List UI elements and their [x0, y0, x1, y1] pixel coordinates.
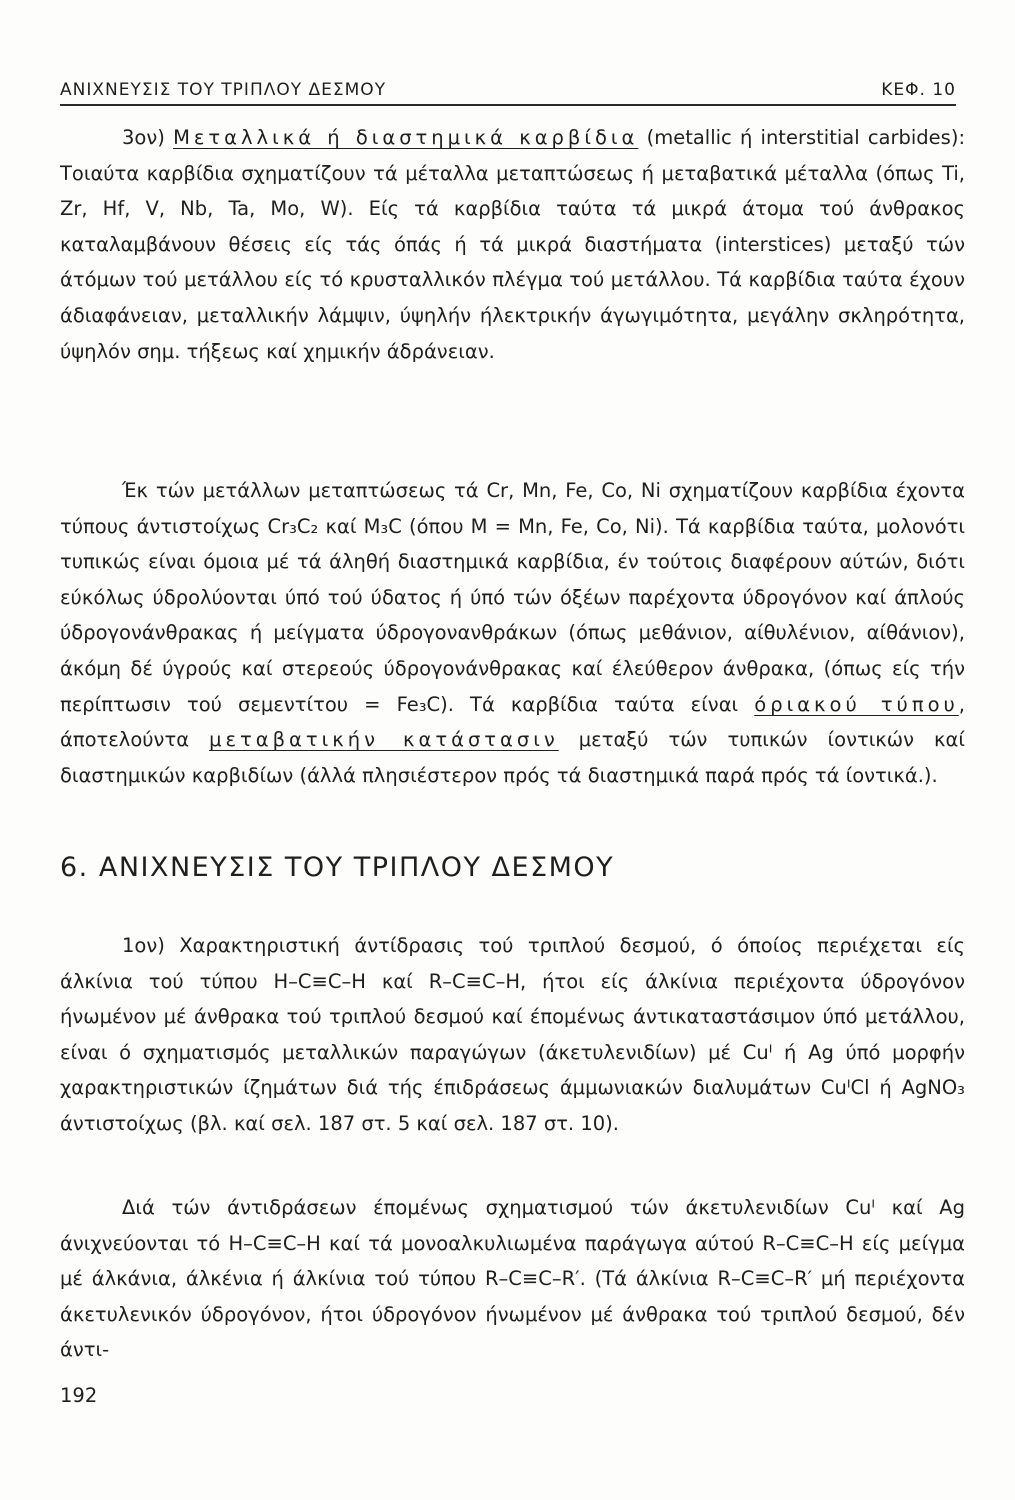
underlined-term-boundary-type: όριακού τύπου [754, 692, 959, 716]
paragraph-detection [60, 1190, 965, 1368]
paragraph-text-b: , άποτελούντα [60, 692, 965, 752]
paragraph-text-a: Έκ τών μετάλλων μεταπτώσεως τά Cr, Mn, Fe, Co, Ni σχηματίζουν καρβίδια έχοντα τύπους άντιστοίχως Cr₃C₂ καί M₃C (όπου M = Mn, Fe, Co, Ni). Τά καρβίδια ταύτα, μολονότι τυπικώς είναι όμοια μέ τά άληθή διαστημικά καρβίδια, έν τούτοις διαφέρουν αύτών, διότι εύκόλως ύδρολύονται ύπό τού ύδατος ή ύπό τών όξέων παρέχοντα ύδρογόνον καί άπλούς ύδρογονάνθρακας ή μείγματα ύδρογονανθράκων (όπως μεθάνιον, αίθυλένιον, αίθάνιον), άκόμη δέ ύγρούς καί στερεούς ύδρογονάνθρακας καί έλεύθερον άνθρακα, (όπως είς τήν περίπτωσιν τού σεμεντίτου = Fe₃C). Τά καρβίδια ταύτα είναι [60, 479, 965, 716]
running-header [60, 78, 956, 106]
paragraph-text: Διά τών άντιδράσεων έπομένως σχηματισμού τών άκετυλενιδίων Cuᴵ καί Ag άνιχνεύονται τό H–C≡C–H καί τά μονοαλκυλιωμένα παράγωγα αύτού R–C≡C–H είς μείγμα μέ άλκάνια, άλκένια ή άλκίνια τού τύπου R–C≡C–R′. (Τά άλκίνια R–C≡C–R′ μή περιέχοντα άκετυλενικόν ύδρογόνον, ήτοι ύδρογόνον ήνωμένον μέ άνθρακα τού τριπλού δεσμού, δέν άντι- [60, 1196, 965, 1362]
item-number-1: 1ον) [122, 934, 165, 957]
paragraph-heading: Μεταλλικά ή διαστημικά καρβίδια [173, 126, 639, 149]
paragraph-text-c: μεταξύ τών τυπικών ίοντικών καί διαστημικών καρβιδίων (άλλά πλησιέστερον πρός τά διαστημικά παρά πρός τά ίοντικά.). [60, 728, 965, 787]
paragraph-transition-metal-carbides [60, 473, 965, 793]
page-number: 192 [60, 1384, 98, 1407]
item-number-3: 3ον) [122, 126, 165, 149]
section-heading: 6. ΑΝΙΧΝΕΥΣΙΣ ΤΟΥ ΤΡΙΠΛΟΥ ΔΕΣΜΟΥ [60, 852, 615, 883]
paragraph-characteristic-reaction [60, 928, 965, 1142]
running-title: ΑΝΙΧΝΕΥΣΙΣ ΤΟΥ ΤΡΙΠΛΟΥ ΔΕΣΜΟΥ [60, 80, 387, 100]
paragraph-text: Χαρακτηριστική άντίδρασις τού τριπλού δεσμού, ό όποίος περιέχεται είς άλκίνια τού τύπου H–C≡C–H καί R–C≡C–H, ήτοι είς άλκίνια περιέχοντα ύδρογόνον ήνωμένον μέ άνθρακα τού τριπλού δεσμού καί έπομένως άντικαταστάσιμον ύπό μετάλλου, είναι ό σχηματισμός μεταλλικών παραγώγων (άκετυλενιδίων) μέ Cuᴵ ή Ag ύπό μορφήν χαρακτηριστικών ίζημάτων διά τής έπιδράσεως άμμωνιακών διαλυμάτων CuᴵCl ή AgNO₃ άντιστοίχως (βλ. καί σελ. 187 στ. 5 καί σελ. 187 στ. 10). [60, 934, 965, 1135]
underlined-term-transitional-state: μεταβατικήν κατάστασιν [209, 728, 559, 752]
paragraph-text: (metallic ή interstitial carbides): Τοιαύτα καρβίδια σχηματίζουν τά μέταλλα μεταπτώσεως ή μεταβατικά μέταλλα (όπως Ti, Zr, Hf, V, Nb, Ta, Mo, W). Είς τά καρβίδια ταύτα τά μικρά άτομα τού άνθρακος καταλαμβάνουν θέσεις είς τάς όπάς ή τά μικρά διαστήματα (interstices) μεταξύ τών άτόμων τού μετάλλου είς τό κρυσταλλικόν πλέγμα τού μετάλλου. Τά καρβίδια ταύτα έχουν άδιαφάνειαν, μεταλλικήν λάμψιν, ύψηλήν ήλεκτρικήν άγωγιμότητα, μεγάλην σκληρότητα, ύψηλόν σημ. τήξεως καί χημικήν άδράνειαν. [60, 126, 966, 363]
paragraph-metallic-carbides [60, 120, 965, 369]
chapter-label: ΚΕΦ. 10 [881, 80, 956, 100]
